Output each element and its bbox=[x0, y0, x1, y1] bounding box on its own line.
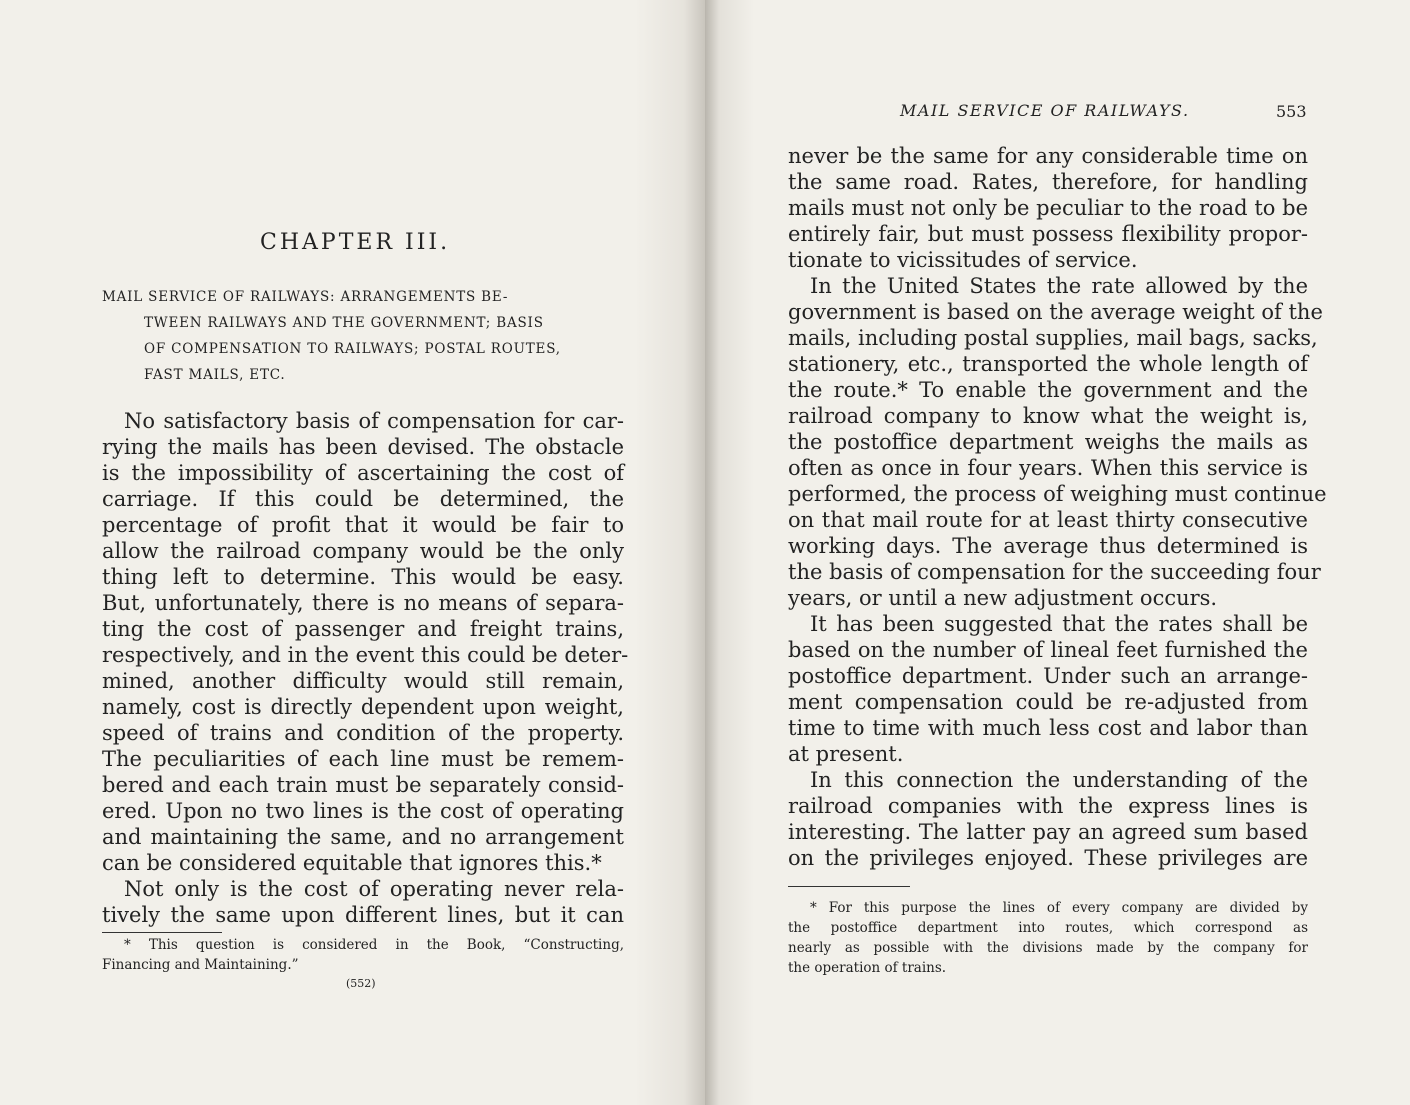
summary-line: FAST MAILS, ETC. bbox=[144, 367, 286, 383]
text-line: ting the cost of passenger and freight trains, bbox=[102, 617, 624, 641]
text-line: the basis of compensation for the succeeding four bbox=[788, 560, 1321, 584]
text-line: bered and each train must be separately consid- bbox=[102, 773, 624, 797]
text-line: working days. The average thus determined is bbox=[788, 534, 1308, 558]
text-line: on the privileges enjoyed. These privileges are bbox=[788, 846, 1308, 870]
text-line: railroad company to know what the weight is, bbox=[788, 404, 1308, 428]
left-body-text bbox=[102, 408, 629, 928]
text-line: government is based on the average weight of the bbox=[788, 300, 1323, 324]
text-line: mails must not only be peculiar to the road to be bbox=[788, 196, 1308, 220]
text-line: entirely fair, but must possess flexibility propor- bbox=[788, 222, 1308, 246]
footnote-line: the postoffice department into routes, which correspond as bbox=[788, 920, 1308, 936]
text-line: based on the number of lineal feet furnished the bbox=[788, 638, 1308, 662]
text-line: It has been suggested that the rates shall be bbox=[810, 612, 1308, 636]
footnote-line: Financing and Maintaining.” bbox=[102, 957, 299, 973]
text-line: interesting. The latter pay an agreed sum based bbox=[788, 820, 1308, 844]
text-line: railroad companies with the express lines is bbox=[788, 794, 1308, 818]
summary-line: TWEEN RAILWAYS AND THE GOVERNMENT; BASIS bbox=[144, 315, 544, 331]
text-line: namely, cost is directly dependent upon weight, bbox=[102, 695, 624, 719]
text-line: postoffice department. Under such an arrange- bbox=[788, 664, 1308, 688]
text-line: on that mail route for at least thirty consecutive bbox=[788, 508, 1308, 532]
text-line: stationery, etc., transported the whole length of bbox=[788, 352, 1308, 376]
text-line: tionate to vicissitudes of service. bbox=[788, 248, 1138, 272]
text-line: often as once in four years. When this service is bbox=[788, 456, 1308, 480]
text-line: the same road. Rates, therefore, for handling bbox=[788, 170, 1308, 194]
text-line: is the impossibility of ascertaining the cost of bbox=[102, 461, 624, 485]
text-line: respectively, and in the event this could be deter- bbox=[102, 643, 629, 667]
footnote-rule bbox=[788, 886, 910, 887]
left-page-number: (552) bbox=[346, 977, 376, 990]
text-line: In this connection the understanding of the bbox=[810, 768, 1308, 792]
running-head: MAIL SERVICE OF RAILWAYS. bbox=[900, 101, 1190, 120]
text-line: at present. bbox=[788, 742, 904, 766]
text-line: the route.* To enable the government and the bbox=[788, 378, 1308, 402]
text-line: and maintaining the same, and no arrangement bbox=[102, 825, 624, 849]
text-line: never be the same for any considerable time on bbox=[788, 144, 1308, 168]
text-line: can be considered equitable that ignores this.* bbox=[102, 851, 602, 875]
right-footnote bbox=[788, 898, 1308, 978]
text-line: allow the railroad company would be the only bbox=[102, 539, 624, 563]
footnote-line: the operation of trains. bbox=[788, 960, 947, 976]
text-line: percentage of profit that it would be fair to bbox=[102, 513, 624, 537]
footnote-line: * This question is considered in the Book, “Constructing, bbox=[124, 937, 624, 953]
text-line: ered. Upon no two lines is the cost of operating bbox=[102, 799, 624, 823]
text-line: carriage. If this could be determined, the bbox=[102, 487, 624, 511]
footnote-line: nearly as possible with the divisions made by the company for bbox=[788, 940, 1308, 956]
text-line: The peculiarities of each line must be remem- bbox=[102, 747, 624, 771]
text-line: ment compensation could be re-adjusted from bbox=[788, 690, 1308, 714]
chapter-summary bbox=[102, 284, 624, 388]
text-line: mined, another difficulty would still remain, bbox=[102, 669, 624, 693]
text-line: But, unfortunately, there is no means of separa- bbox=[102, 591, 624, 615]
summary-line: MAIL SERVICE OF RAILWAYS: ARRANGEMENTS BE- bbox=[102, 289, 509, 305]
footnote-line: * For this purpose the lines of every company are divided by bbox=[810, 900, 1308, 916]
text-line: performed, the process of weighing must continue bbox=[788, 482, 1327, 506]
text-line: speed of trains and condition of the property. bbox=[102, 721, 624, 745]
left-footnote bbox=[102, 935, 624, 975]
chapter-title: CHAPTER III. bbox=[260, 230, 451, 255]
text-line: mails, including postal supplies, mail bags, sacks, bbox=[788, 326, 1318, 350]
summary-line: OF COMPENSATION TO RAILWAYS; POSTAL ROUTES, bbox=[144, 341, 561, 357]
text-line: the postoffice department weighs the mails as bbox=[788, 430, 1308, 454]
footnote-rule bbox=[102, 932, 222, 933]
text-line: tively the same upon different lines, but it can bbox=[102, 903, 624, 927]
text-line: time to time with much less cost and labor than bbox=[788, 716, 1308, 740]
text-line: No satisfactory basis of compensation for car- bbox=[124, 409, 624, 433]
text-line: Not only is the cost of operating never rela- bbox=[124, 877, 624, 901]
text-line: years, or until a new adjustment occurs. bbox=[788, 586, 1218, 610]
text-line: rying the mails has been devised. The obstacle bbox=[102, 435, 624, 459]
text-line: thing left to determine. This would be easy. bbox=[102, 565, 624, 589]
right-body-text bbox=[788, 143, 1327, 871]
text-line: In the United States the rate allowed by the bbox=[810, 274, 1308, 298]
right-page-number: 553 bbox=[1276, 102, 1307, 121]
